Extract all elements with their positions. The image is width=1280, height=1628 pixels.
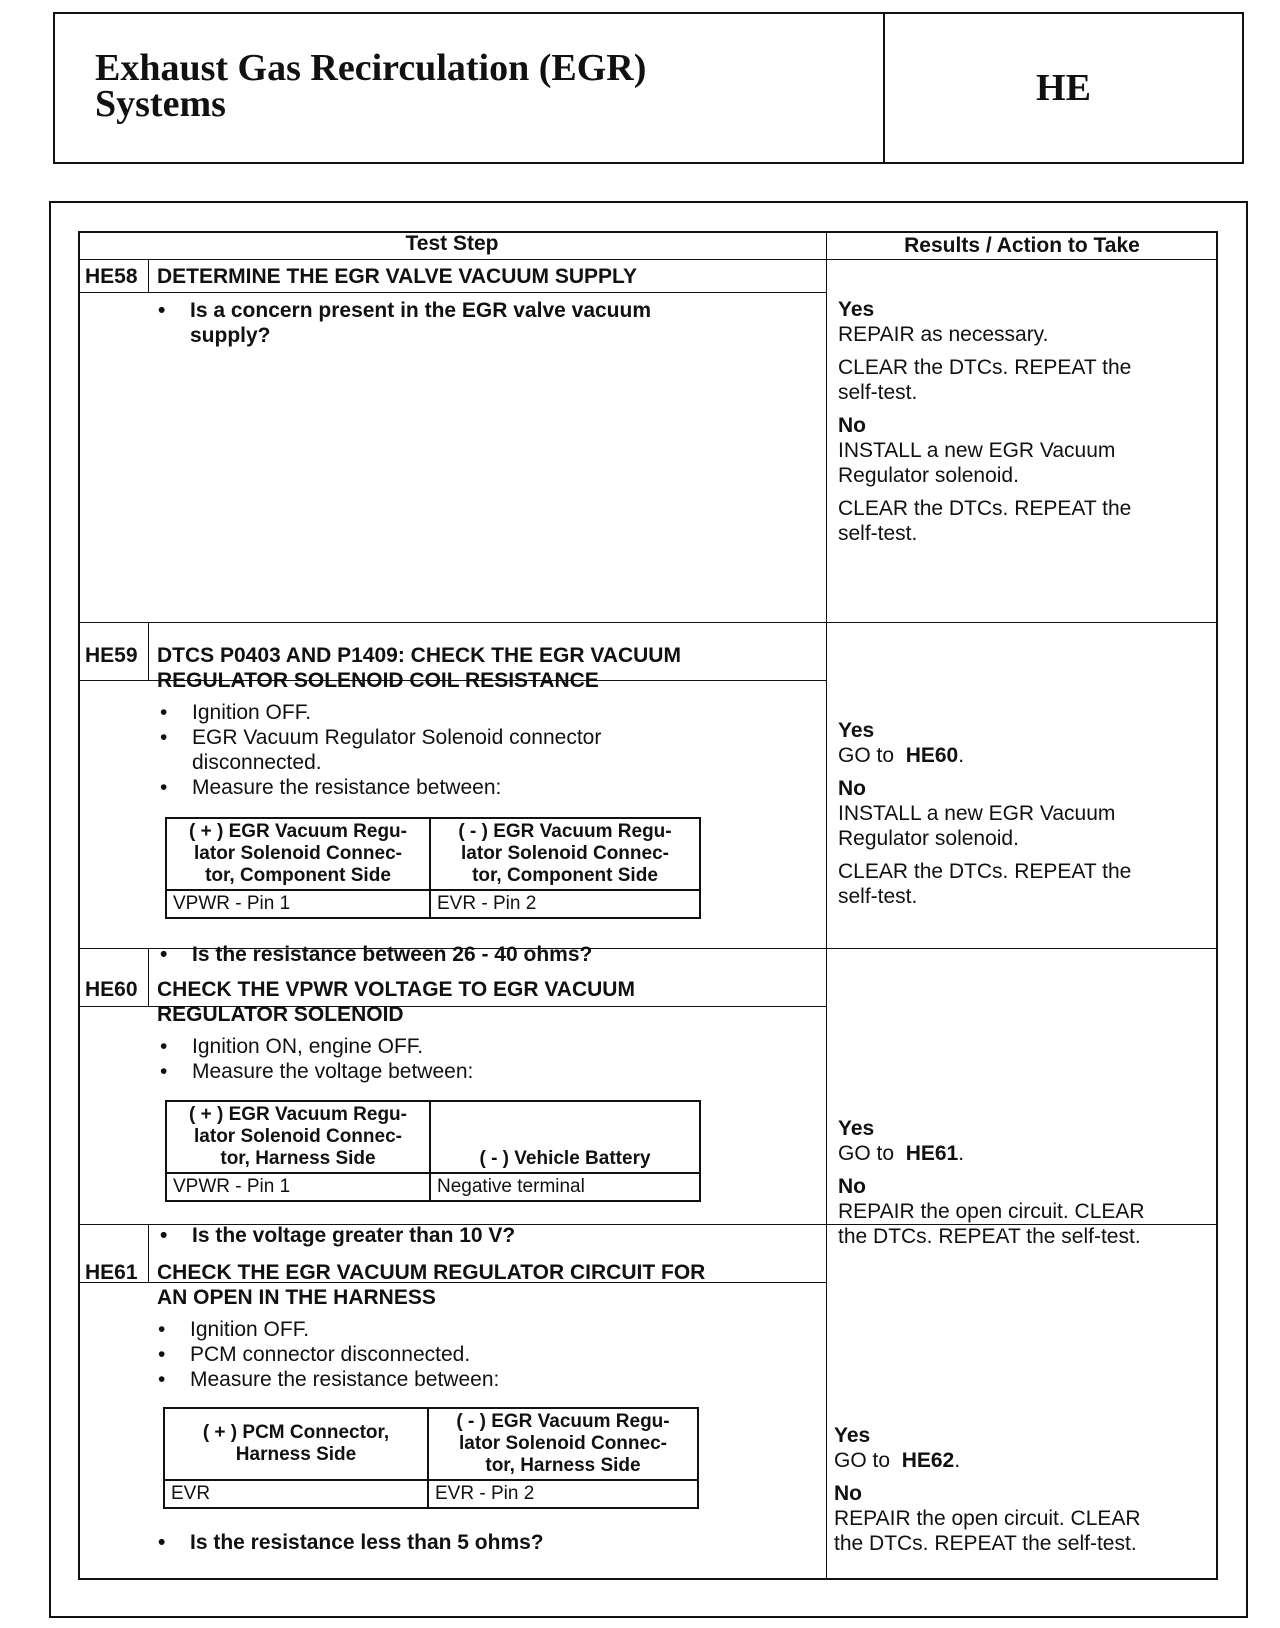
question-he59 — [160, 942, 593, 967]
question-he61 — [158, 1530, 544, 1555]
step-id-he58: HE58 — [85, 265, 138, 288]
step-id-he61: HE61 — [85, 1261, 138, 1284]
page-header — [53, 12, 1244, 164]
header-divider — [80, 259, 1216, 260]
bullet-icon: • — [160, 1035, 168, 1058]
bullet-text: PCM connector disconnected. — [190, 1343, 471, 1366]
table-header-positive: ( + ) EGR Vacuum Regu- lator Solenoid Connec- tor, Component Side — [166, 818, 430, 890]
title-line: REGULATOR SOLENOID — [157, 1003, 404, 1026]
question-text: Is the voltage greater than 10 V? — [192, 1224, 516, 1247]
yes-label: Yes — [834, 1424, 871, 1447]
column-header-results: Results / Action to Take — [904, 234, 1140, 257]
column-header-test-step: Test Step — [405, 232, 499, 255]
bullet-icon: • — [160, 1224, 168, 1247]
question-he58 — [158, 298, 652, 348]
result-text: the DTCs. REPEAT the self-test. — [834, 1532, 1137, 1555]
results-he58 — [838, 297, 1131, 546]
bullet-icon: • — [158, 299, 166, 322]
result-text: REPAIR as necessary. — [838, 323, 1049, 346]
table-header-negative: ( - ) EGR Vacuum Regu- lator Solenoid Connec- tor, Component Side — [430, 818, 700, 890]
bullet-icon: • — [160, 776, 168, 799]
he58-title-divider — [80, 292, 826, 293]
bullet-text: EGR Vacuum Regulator Solenoid connector — [192, 726, 602, 749]
title-line: AN OPEN IN THE HARNESS — [157, 1286, 436, 1309]
results-he60: Yes GO to HE61. No REPAIR the open circuit. CLEAR the DTCs. REPEAT the self-test. — [838, 1117, 1145, 1248]
step-title-he60 — [157, 977, 635, 1027]
title-line: CHECK THE EGR VACUUM REGULATOR CIRCUIT FOR — [157, 1261, 706, 1284]
bullet-text: Ignition ON, engine OFF. — [192, 1035, 424, 1058]
title-line-2: Systems — [95, 83, 226, 125]
bullet-text: Measure the resistance between: — [190, 1368, 500, 1391]
he61-id-divider — [148, 1224, 149, 1282]
section-code: HE — [1036, 67, 1091, 109]
result-text: REPAIR the open circuit. CLEAR — [834, 1507, 1141, 1530]
no-label: No — [838, 414, 866, 437]
result-text: GO to — [838, 744, 895, 767]
bullet-icon: • — [160, 726, 168, 749]
question-he60 — [160, 1223, 516, 1248]
title-line: CHECK THE VPWR VOLTAGE TO EGR VACUUM — [157, 978, 635, 1001]
result-text: Regulator solenoid. — [838, 464, 1019, 487]
step-title-he61 — [157, 1260, 705, 1310]
bullet-icon: • — [160, 701, 168, 724]
title-line: DTCS P0403 AND P1409: CHECK THE EGR VACUUM — [157, 644, 681, 667]
table-header-negative: ( - ) EGR Vacuum Regu- lator Solenoid Connec- tor, Harness Side — [428, 1408, 698, 1480]
bullet-icon: • — [158, 1318, 166, 1341]
measure-table-he61 — [163, 1407, 699, 1509]
step-id-he60: HE60 — [85, 978, 138, 1001]
table-cell: Negative terminal — [430, 1173, 700, 1201]
step-link-he60[interactable]: HE60 — [905, 744, 959, 767]
measure-table-he59 — [165, 817, 701, 919]
table-cell: EVR - Pin 2 — [428, 1480, 698, 1508]
yes-label: Yes — [838, 719, 875, 742]
table-header-negative: ( - ) Vehicle Battery — [430, 1101, 700, 1173]
result-text: CLEAR the DTCs. REPEAT the — [838, 497, 1132, 520]
table-header-positive: ( + ) PCM Connector, Harness Side — [164, 1408, 428, 1480]
result-text: CLEAR the DTCs. REPEAT the — [838, 356, 1132, 379]
step-id-he59: HE59 — [85, 644, 138, 667]
bullet-text: disconnected. — [192, 751, 322, 774]
table-cell: EVR — [164, 1480, 428, 1508]
no-label: No — [838, 1175, 866, 1198]
he58-id-divider — [148, 259, 149, 292]
bullets-he61 — [158, 1317, 500, 1392]
no-label: No — [834, 1482, 862, 1505]
bullet-text: Measure the voltage between: — [192, 1060, 474, 1083]
result-text: INSTALL a new EGR Vacuum — [838, 802, 1116, 825]
bullets-he60 — [160, 1034, 474, 1084]
step-link-he61[interactable]: HE61 — [905, 1142, 959, 1165]
bullet-icon: • — [158, 1343, 166, 1366]
bullet-text: Ignition OFF. — [190, 1318, 310, 1341]
measure-table-he60 — [165, 1100, 701, 1202]
bullet-text: Ignition OFF. — [192, 701, 312, 724]
result-text: GO to — [834, 1449, 891, 1472]
yes-label: Yes — [838, 1117, 875, 1140]
title-line-1: Exhaust Gas Recirculation (EGR) — [95, 47, 647, 89]
table-cell: EVR - Pin 2 — [430, 890, 700, 918]
result-text: Regulator solenoid. — [838, 827, 1019, 850]
bullets-he59 — [160, 700, 602, 800]
he58-end-divider — [80, 622, 1216, 623]
result-text: REPAIR the open circuit. CLEAR — [838, 1200, 1145, 1223]
yes-label: Yes — [838, 298, 875, 321]
results-he61: Yes GO to HE62. No REPAIR the open circuit. CLEAR the DTCs. REPEAT the self-test. — [834, 1424, 1141, 1555]
table-cell: VPWR - Pin 1 — [166, 890, 430, 918]
he59-id-divider — [148, 622, 149, 680]
table-cell: VPWR - Pin 1 — [166, 1173, 430, 1201]
result-text: INSTALL a new EGR Vacuum — [838, 439, 1116, 462]
step-title-he59 — [157, 643, 681, 693]
bullet-text: Measure the resistance between: — [192, 776, 502, 799]
column-divider — [826, 233, 827, 1578]
result-text: self-test. — [838, 381, 918, 404]
no-label: No — [838, 777, 866, 800]
page-title — [55, 14, 885, 162]
bullet-icon: • — [158, 1368, 166, 1391]
question-line: Is a concern present in the EGR valve vacuum — [190, 299, 652, 322]
step-link-he62[interactable]: HE62 — [901, 1449, 955, 1472]
table-header-positive: ( + ) EGR Vacuum Regu- lator Solenoid Connec- tor, Harness Side — [166, 1101, 430, 1173]
step-title-he58: DETERMINE THE EGR VALVE VACUUM SUPPLY — [157, 265, 637, 288]
bullet-icon: • — [158, 1531, 166, 1554]
bullet-icon: • — [160, 1060, 168, 1083]
result-text: the DTCs. REPEAT the self-test. — [838, 1225, 1141, 1248]
question-line: supply? — [190, 324, 271, 347]
result-text: self-test. — [838, 885, 918, 908]
he60-id-divider — [148, 948, 149, 1006]
title-line: REGULATOR SOLENOID COIL RESISTANCE — [157, 669, 599, 692]
result-text: CLEAR the DTCs. REPEAT the — [838, 860, 1132, 883]
question-text: Is the resistance less than 5 ohms? — [190, 1531, 544, 1554]
result-text: self-test. — [838, 522, 918, 545]
result-text: GO to — [838, 1142, 895, 1165]
question-text: Is the resistance between 26 - 40 ohms? — [192, 943, 593, 966]
bullet-icon: • — [160, 943, 168, 966]
results-he59: Yes GO to HE60. No INSTALL a new EGR Vacuum Regulator solenoid. CLEAR the DTCs. REPEAT the self-test. — [838, 719, 1132, 908]
